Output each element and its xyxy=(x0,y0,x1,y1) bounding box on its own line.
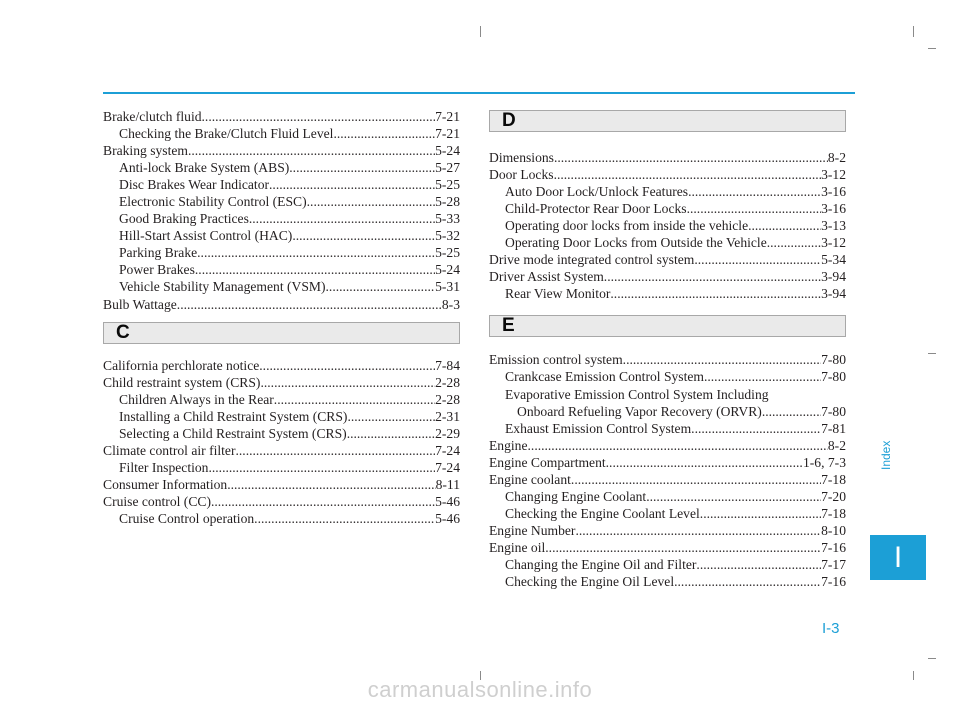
index-column-right xyxy=(489,108,846,590)
entry-page: 5-32 xyxy=(435,228,460,244)
index-entry xyxy=(103,244,460,261)
entry-page: 8-3 xyxy=(441,296,460,312)
dot-leader xyxy=(646,488,821,505)
index-entry xyxy=(489,386,846,403)
dot-leader xyxy=(347,408,435,425)
index-entry xyxy=(103,227,460,244)
entry-page: 3-94 xyxy=(821,286,846,302)
index-group-b xyxy=(103,108,460,313)
entry-page: 8-2 xyxy=(827,437,846,453)
section-header-d xyxy=(489,110,846,132)
entry-page: 5-24 xyxy=(435,262,460,278)
entry-text: Engine xyxy=(489,437,528,453)
crop-mark xyxy=(928,658,936,659)
section-letter: E xyxy=(502,315,515,337)
index-entry xyxy=(489,351,846,368)
entry-text: Power Brakes xyxy=(119,262,195,278)
dot-leader xyxy=(269,176,435,193)
dot-leader xyxy=(259,357,435,374)
entry-page: 7-18 xyxy=(821,505,846,521)
index-entry xyxy=(103,278,460,295)
dot-leader xyxy=(687,200,821,217)
index-entry xyxy=(489,268,846,285)
entry-text: Engine Number xyxy=(489,522,576,538)
entry-text: Changing the Engine Oil and Filter xyxy=(505,556,697,572)
dot-leader xyxy=(227,476,435,493)
index-entry xyxy=(489,234,846,251)
index-entry xyxy=(489,217,846,234)
index-entry xyxy=(489,368,846,385)
index-entry xyxy=(103,510,460,527)
entry-text: Consumer Information xyxy=(103,476,228,492)
index-entry xyxy=(103,493,460,510)
entry-page: 3-12 xyxy=(821,235,846,251)
dot-leader xyxy=(623,351,821,368)
entry-page: 3-16 xyxy=(821,184,846,200)
dot-leader xyxy=(236,442,436,459)
entry-text: Driver Assist System xyxy=(489,269,604,285)
dot-leader xyxy=(208,459,435,476)
entry-page: 7-20 xyxy=(821,488,846,504)
header-rule xyxy=(103,92,855,94)
section-letter: D xyxy=(502,110,516,131)
entry-text: Drive mode integrated control system xyxy=(489,252,695,268)
dot-leader xyxy=(274,391,435,408)
entry-page: 7-81 xyxy=(821,420,846,436)
entry-text: Auto Door Lock/Unlock Features xyxy=(505,184,689,200)
dot-leader xyxy=(606,454,803,471)
crop-mark xyxy=(480,26,481,37)
entry-text: Emission control system xyxy=(489,352,623,368)
entry-page: 3-13 xyxy=(821,218,846,234)
index-group-e-1 xyxy=(489,351,846,385)
dot-leader xyxy=(326,278,436,295)
entry-text: Vehicle Stability Management (VSM) xyxy=(119,279,326,295)
entry-text: Climate control air filter xyxy=(103,442,236,458)
dot-leader xyxy=(528,437,828,454)
entry-page: 5-31 xyxy=(435,279,460,295)
dot-leader xyxy=(762,403,821,420)
page-number: I-3 xyxy=(822,620,840,637)
entry-text: Children Always in the Rear xyxy=(119,391,274,407)
section-header-c xyxy=(103,322,460,344)
dot-leader xyxy=(188,142,435,159)
entry-page: 7-18 xyxy=(821,471,846,487)
dot-leader xyxy=(292,227,435,244)
entry-page: 5-46 xyxy=(435,493,460,509)
watermark: carmanualsonline.info xyxy=(367,677,593,702)
index-entry xyxy=(103,176,460,193)
index-entry xyxy=(489,454,846,471)
index-entry xyxy=(489,471,846,488)
dot-leader xyxy=(674,573,821,590)
entry-page: 7-80 xyxy=(821,352,846,368)
entry-text: Checking the Engine Oil Level xyxy=(505,574,675,590)
dot-leader xyxy=(254,510,435,527)
dot-leader xyxy=(260,374,435,391)
dot-leader xyxy=(289,159,435,176)
entry-text: Anti-lock Brake System (ABS) xyxy=(119,160,290,176)
index-entry xyxy=(489,200,846,217)
entry-page: 3-94 xyxy=(821,269,846,285)
dot-leader xyxy=(197,244,435,261)
index-entry xyxy=(103,459,460,476)
entry-text: Crankcase Emission Control System xyxy=(505,369,704,385)
index-entry xyxy=(489,539,846,556)
dot-leader xyxy=(610,285,821,302)
entry-page: 3-12 xyxy=(821,167,846,183)
entry-text: Changing Engine Coolant xyxy=(505,488,647,504)
dot-leader xyxy=(195,261,435,278)
entry-page: 7-16 xyxy=(821,539,846,555)
index-entry xyxy=(103,261,460,278)
entry-page: 2-28 xyxy=(435,391,460,407)
entry-text: Cruise Control operation xyxy=(119,510,255,526)
entry-page: 8-10 xyxy=(821,522,846,538)
entry-text: Braking system xyxy=(103,143,188,159)
entry-text: Child-Protector Rear Door Locks xyxy=(505,201,687,217)
index-entry xyxy=(103,108,460,125)
entry-page: 2-31 xyxy=(435,408,460,424)
dot-leader xyxy=(604,268,821,285)
entry-page: 7-17 xyxy=(821,556,846,572)
index-entry xyxy=(489,573,846,590)
index-entry xyxy=(103,442,460,459)
sidebar-index-label: Index xyxy=(879,440,893,470)
dot-leader xyxy=(575,522,821,539)
entry-text: Engine coolant xyxy=(489,471,571,487)
entry-text: Good Braking Practices xyxy=(119,211,249,227)
index-group-d xyxy=(489,149,846,302)
index-entry xyxy=(489,522,846,539)
index-entry xyxy=(103,159,460,176)
dot-leader xyxy=(704,368,821,385)
entry-text: Brake/clutch fluid xyxy=(103,109,202,124)
entry-page: 7-80 xyxy=(821,369,846,385)
entry-text: Engine Compartment xyxy=(489,454,606,470)
entry-page: 2-29 xyxy=(435,425,460,441)
entry-text: Disc Brakes Wear Indicator xyxy=(119,177,270,193)
entry-text: Door Locks xyxy=(489,167,554,183)
entry-page: 5-25 xyxy=(435,177,460,193)
entry-page: 5-24 xyxy=(435,143,460,159)
dot-leader xyxy=(333,125,435,142)
index-entry xyxy=(103,142,460,159)
dot-leader xyxy=(554,149,828,166)
entry-page: 5-46 xyxy=(435,510,460,526)
dot-leader xyxy=(688,183,821,200)
crop-mark xyxy=(913,26,914,37)
entry-page: 1-6, 7-3 xyxy=(802,454,846,470)
index-entry xyxy=(489,505,846,522)
index-entry xyxy=(489,166,846,183)
index-entry xyxy=(489,420,846,437)
entry-page: 8-2 xyxy=(827,150,846,165)
section-header-e xyxy=(489,315,846,337)
index-column-left xyxy=(103,108,460,527)
entry-page: 5-34 xyxy=(821,252,846,268)
entry-text: Selecting a Child Restraint System (CRS) xyxy=(119,425,347,441)
entry-page: 2-28 xyxy=(435,374,460,390)
entry-text: Dimensions xyxy=(489,150,554,165)
entry-text: California perchlorate notice xyxy=(103,357,260,373)
index-entry xyxy=(489,251,846,268)
entry-text: Parking Brake xyxy=(119,245,198,261)
index-entry xyxy=(103,408,460,425)
entry-text: Installing a Child Restraint System (CRS) xyxy=(119,408,348,424)
index-entry xyxy=(103,476,460,493)
entry-text: Engine oil xyxy=(489,539,546,555)
entry-page: 7-80 xyxy=(821,403,846,419)
dot-leader xyxy=(545,539,821,556)
dot-leader xyxy=(767,234,821,251)
entry-page: 7-21 xyxy=(435,126,460,142)
dot-leader xyxy=(347,425,435,442)
entry-page: 5-27 xyxy=(435,160,460,176)
dot-leader xyxy=(694,251,821,268)
entry-text: Exhaust Emission Control System xyxy=(505,420,692,436)
dot-leader xyxy=(211,493,435,510)
entry-text: Operating door locks from inside the vehicle xyxy=(505,218,749,234)
dot-leader xyxy=(571,471,821,488)
entry-page: 7-24 xyxy=(435,459,460,475)
index-entry xyxy=(103,425,460,442)
dot-leader xyxy=(748,217,821,234)
index-group-c xyxy=(103,357,460,527)
entry-page: 8-11 xyxy=(435,476,460,492)
dot-leader xyxy=(202,108,436,125)
entry-text: Evaporative Emission Control System Including xyxy=(505,386,769,402)
index-entry xyxy=(489,183,846,200)
entry-page: 7-21 xyxy=(435,109,460,124)
index-group-e-2 xyxy=(489,420,846,590)
entry-page: 3-16 xyxy=(821,201,846,217)
index-entry xyxy=(103,210,460,227)
entry-text: Checking the Brake/Clutch Fluid Level xyxy=(119,126,334,142)
index-entry xyxy=(489,556,846,573)
entry-text: Checking the Engine Coolant Level xyxy=(505,505,700,521)
index-entry xyxy=(103,391,460,408)
entry-text: Filter Inspection xyxy=(119,459,209,475)
dot-leader xyxy=(700,505,821,522)
index-entry xyxy=(489,488,846,505)
index-entry xyxy=(489,149,846,166)
dot-leader xyxy=(249,210,435,227)
entry-page: 5-28 xyxy=(435,194,460,210)
index-entry xyxy=(489,437,846,454)
entry-text: Child restraint system (CRS) xyxy=(103,374,261,390)
entry-text: Bulb Wattage xyxy=(103,296,177,312)
entry-page: 7-24 xyxy=(435,442,460,458)
dot-leader xyxy=(307,193,435,210)
entry-text: Operating Door Locks from Outside the Vehicle xyxy=(505,235,767,251)
entry-page: 7-16 xyxy=(821,574,846,590)
entry-text: Hill-Start Assist Control (HAC) xyxy=(119,228,293,244)
entry-page: 7-84 xyxy=(435,357,460,373)
section-letter: C xyxy=(116,321,130,343)
index-entry xyxy=(103,125,460,142)
entry-text: Rear View Monitor xyxy=(505,286,611,302)
entry-page: 5-33 xyxy=(435,211,460,227)
crop-mark xyxy=(928,48,936,49)
dot-leader xyxy=(554,166,822,183)
dot-leader xyxy=(177,296,442,313)
index-entry xyxy=(103,357,460,374)
index-entry xyxy=(489,285,846,302)
index-entry xyxy=(103,296,460,313)
dot-leader xyxy=(696,556,821,573)
index-entry xyxy=(103,374,460,391)
entry-text: Electronic Stability Control (ESC) xyxy=(119,194,307,210)
entry-page: 5-25 xyxy=(435,245,460,261)
index-entry xyxy=(103,193,460,210)
index-entry xyxy=(489,403,846,420)
entry-text: Onboard Refueling Vapor Recovery (ORVR) xyxy=(517,403,762,419)
index-tab: I xyxy=(870,535,926,580)
dot-leader xyxy=(691,420,821,437)
entry-text: Cruise control (CC) xyxy=(103,493,211,509)
crop-mark xyxy=(928,353,936,354)
